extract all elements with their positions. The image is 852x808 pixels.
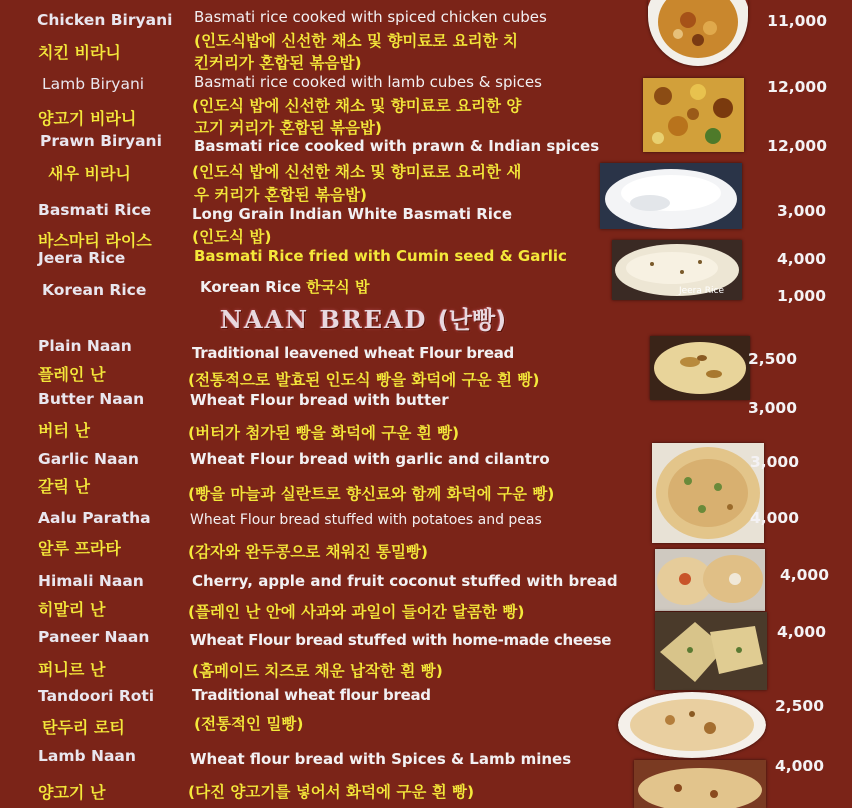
item-price: 11,000: [767, 12, 827, 30]
item-description: Wheat Flour bread with garlic and cilantro: [190, 450, 550, 468]
item-name: Chicken Biryani: [37, 11, 173, 29]
item-korean-name: 히말리 난: [38, 600, 106, 619]
item-korean-description: (인도식 밥에 신선한 채소 및 향미료로 요리한 새: [192, 163, 522, 181]
item-korean-description: (버터가 첨가된 빵을 화덕에 구운 흰 빵): [188, 424, 460, 442]
item-price: 3,000: [749, 453, 799, 471]
section-title-english: NAAN BREAD: [220, 305, 428, 334]
jeera-rice-photo-caption: Jeera Rice: [678, 286, 724, 296]
item-korean-description: (플레인 난 안에 사과와 과일이 들어간 달콤한 빵): [188, 603, 525, 621]
item-description: Wheat Flour bread stuffed with potatoes and peas: [190, 512, 542, 528]
item-korean-description: (인도식 밥): [192, 228, 272, 246]
item-description: Basmati rice cooked with spiced chicken cubes: [194, 8, 547, 26]
item-korean-description: 고기 커리가 혼합된 볶음밥): [194, 119, 382, 137]
item-description: Wheat Flour bread stuffed with home-made cheese: [190, 631, 612, 649]
plain-naan-photo: [650, 336, 750, 400]
lamb-biryani-photo: [643, 78, 744, 152]
item-korean-name: 탄두리 로티: [42, 718, 125, 737]
item-price: 4,000: [774, 757, 824, 775]
item-price: 3,000: [747, 399, 797, 417]
jeera-rice-photo: [612, 240, 742, 300]
item-name: Himali Naan: [38, 572, 144, 590]
item-description: Basmati Rice fried with Cumin seed & Garlic: [194, 247, 567, 265]
item-price: 4,000: [776, 250, 826, 268]
item-name: Prawn Biryani: [40, 132, 162, 150]
item-korean-description: (인도식 밥에 신선한 채소 및 향미료로 요리한 양: [192, 97, 522, 115]
item-description: [200, 276, 369, 297]
chicken-biryani-photo: [648, 0, 748, 66]
item-price: 12,000: [767, 137, 827, 155]
item-korean-description: (감자와 완두콩으로 채워진 통밀빵): [188, 543, 428, 561]
item-korean-description: (홈메이드 치즈로 채운 납작한 흰 빵): [192, 662, 443, 680]
item-name: Plain Naan: [38, 337, 132, 355]
item-korean-description: (인도식밥에 신선한 채소 및 향미료로 요리한 치: [194, 32, 518, 50]
item-name: Lamb Naan: [38, 747, 136, 765]
item-price: 4,000: [779, 566, 829, 584]
section-title: [220, 300, 506, 335]
item-korean-name: 치킨 비라니: [38, 43, 121, 62]
item-korean-name: 퍼니르 난: [38, 660, 106, 679]
item-description: Basmati rice cooked with lamb cubes & spices: [194, 73, 542, 91]
item-name: Jeera Rice: [38, 249, 126, 267]
item-korean-description: 우 커리가 혼합된 볶음밥): [194, 186, 368, 204]
item-korean-description: (전통적으로 발효된 인도식 빵을 화덕에 구운 흰 빵): [188, 371, 540, 389]
item-name: Aalu Paratha: [38, 509, 151, 527]
item-name: Korean Rice: [42, 281, 147, 299]
item-korean-name: 새우 비라니: [48, 164, 131, 183]
item-korean-name: 알루 프라타: [38, 539, 121, 558]
section-title-korean: (난빵): [437, 306, 507, 334]
item-price: 2,500: [774, 697, 824, 715]
item-description: Wheat flour bread with Spices & Lamb mines: [190, 750, 572, 768]
item-price: 4,000: [776, 623, 826, 641]
item-korean-description: (빵을 마늘과 실란트로 향신료와 함께 화덕에 구운 빵): [188, 485, 555, 503]
item-korean-name: 양고기 난: [38, 783, 106, 802]
item-description: Long Grain Indian White Basmati Rice: [192, 205, 512, 223]
item-description-korean: 한국식 밥: [306, 278, 370, 296]
item-price: 4,000: [749, 509, 799, 527]
item-price: 12,000: [767, 78, 827, 96]
item-description: Wheat Flour bread with butter: [190, 391, 449, 409]
item-korean-name: 버터 난: [38, 421, 90, 440]
item-name: Basmati Rice: [38, 201, 152, 219]
item-description: Traditional leavened wheat Flour bread: [192, 344, 514, 362]
item-description-english: Korean Rice: [200, 278, 302, 296]
item-korean-name: 플레인 난: [38, 365, 106, 384]
item-price: 1,000: [776, 287, 826, 305]
item-name: Paneer Naan: [38, 628, 150, 646]
item-korean-description: (전통적인 밀빵): [194, 715, 304, 733]
item-price: 3,000: [776, 202, 826, 220]
item-name: Tandoori Roti: [38, 687, 155, 705]
item-korean-name: 바스마티 라이스: [38, 231, 152, 250]
item-korean-name: 갈릭 난: [38, 477, 90, 496]
item-name: Lamb Biryani: [42, 75, 145, 93]
basmati-rice-photo: [600, 163, 742, 229]
item-korean-description: 킨커리가 혼합된 볶음밥): [194, 54, 362, 72]
item-name: Butter Naan: [38, 390, 145, 408]
item-name: Garlic Naan: [38, 450, 139, 468]
item-description: Cherry, apple and fruit coconut stuffed with bread: [192, 572, 618, 590]
item-description: Basmati rice cooked with prawn & Indian spices: [194, 137, 600, 155]
item-price: 2,500: [747, 350, 797, 368]
item-description: Traditional wheat flour bread: [192, 686, 431, 704]
item-korean-name: 양고기 비라니: [38, 109, 137, 128]
item-korean-description: (다진 양고기를 넣어서 화덕에 구운 흰 빵): [188, 783, 475, 801]
